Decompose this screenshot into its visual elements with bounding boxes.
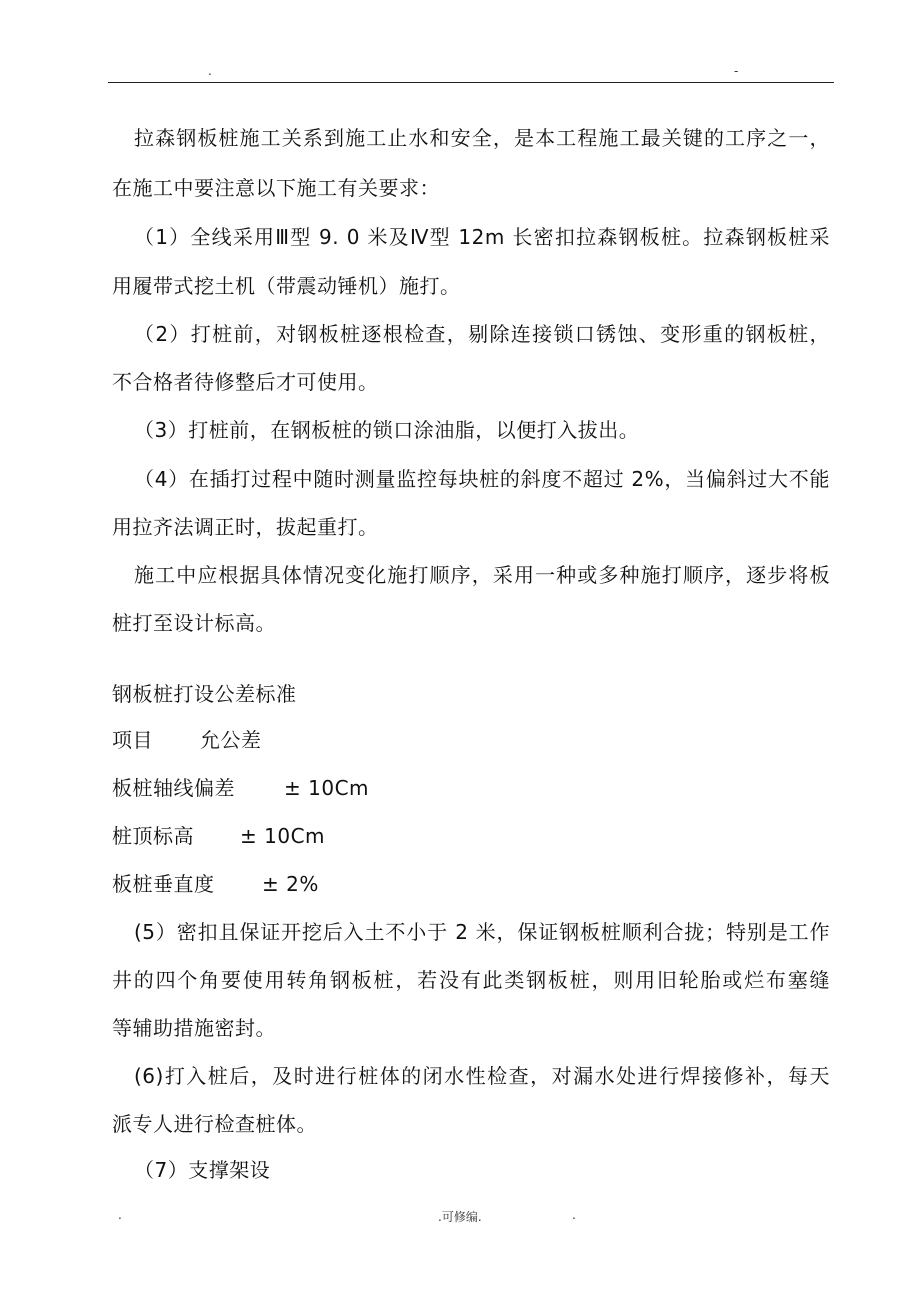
header-left-mark: . xyxy=(208,64,212,78)
header-rule xyxy=(108,82,834,83)
tolerance-row-1-value: ± 10Cm xyxy=(284,776,370,800)
paragraph-9-line-1: （7）支撑架设 xyxy=(134,1158,271,1182)
paragraph-8-line-2: 派专人进行检查桩体。 xyxy=(112,1112,317,1136)
paragraph-2-line-1: （1）全线采用Ⅲ型 9. 0 米及Ⅳ型 12m 长密扣拉森钢板桩。拉森钢板桩采 xyxy=(134,225,830,249)
footer-left-mark: . xyxy=(118,1208,122,1222)
tolerance-header-item: 项目 xyxy=(112,728,153,752)
paragraph-1-line-2: 在施工中要注意以下施工有关要求： xyxy=(112,176,440,200)
tolerance-row-3-item: 板桩垂直度 xyxy=(112,872,215,896)
footer-right-mark: . xyxy=(572,1208,576,1222)
paragraph-5-line-2: 用拉齐法调正时，拔起重打。 xyxy=(112,515,379,539)
tolerance-row-2-item: 桩顶标高 xyxy=(112,824,194,848)
paragraph-3-line-1: （2）打桩前，对钢板桩逐根检查，剔除连接锁口锈蚀、变形重的钢板桩， xyxy=(134,322,830,346)
paragraph-5-line-1: （4）在插打过程中随时测量监控每块桩的斜度不超过 2%，当偏斜过大不能 xyxy=(134,467,830,491)
paragraph-8-line-1: (6)打入桩后，及时进行桩体的闭水性检查，对漏水处进行焊接修补，每天 xyxy=(134,1064,830,1088)
paragraph-6-line-1: 施工中应根据具体情况变化施打顺序，采用一种或多种施打顺序，逐步将板 xyxy=(134,563,830,587)
tolerance-row-2-value: ± 10Cm xyxy=(240,824,326,848)
paragraph-7-line-2: 井的四个角要使用转角钢板桩，若没有此类钢板桩，则用旧轮胎或烂布塞缝 xyxy=(112,968,830,992)
tolerance-header-value: 允公差 xyxy=(200,728,262,752)
paragraph-3-line-2: 不合格者待修整后才可使用。 xyxy=(112,370,379,394)
paragraph-1-line-1: 拉森钢板桩施工关系到施工止水和安全，是本工程施工最关键的工序之一， xyxy=(134,126,830,150)
footer-center-text: .可修编. xyxy=(438,1210,482,1224)
header-right-mark: - xyxy=(734,64,739,78)
tolerance-row-1-item: 板桩轴线偏差 xyxy=(112,776,235,800)
paragraph-7-line-1: (5）密扣且保证开挖后入土不小于 2 米，保证钢板桩顺利合拢；特别是工作 xyxy=(134,920,830,944)
paragraph-7-line-3: 等辅助措施密封。 xyxy=(112,1016,276,1040)
tolerance-row-3-value: ± 2% xyxy=(262,872,319,896)
paragraph-2-line-2: 用履带式挖土机（带震动锤机）施打。 xyxy=(112,274,461,298)
tolerance-title: 钢板桩打设公差标准 xyxy=(112,682,297,706)
paragraph-4-line-1: （3）打桩前，在钢板桩的锁口涂油脂，以便打入拔出。 xyxy=(134,418,640,442)
paragraph-6-line-2: 桩打至设计标高。 xyxy=(112,611,276,635)
